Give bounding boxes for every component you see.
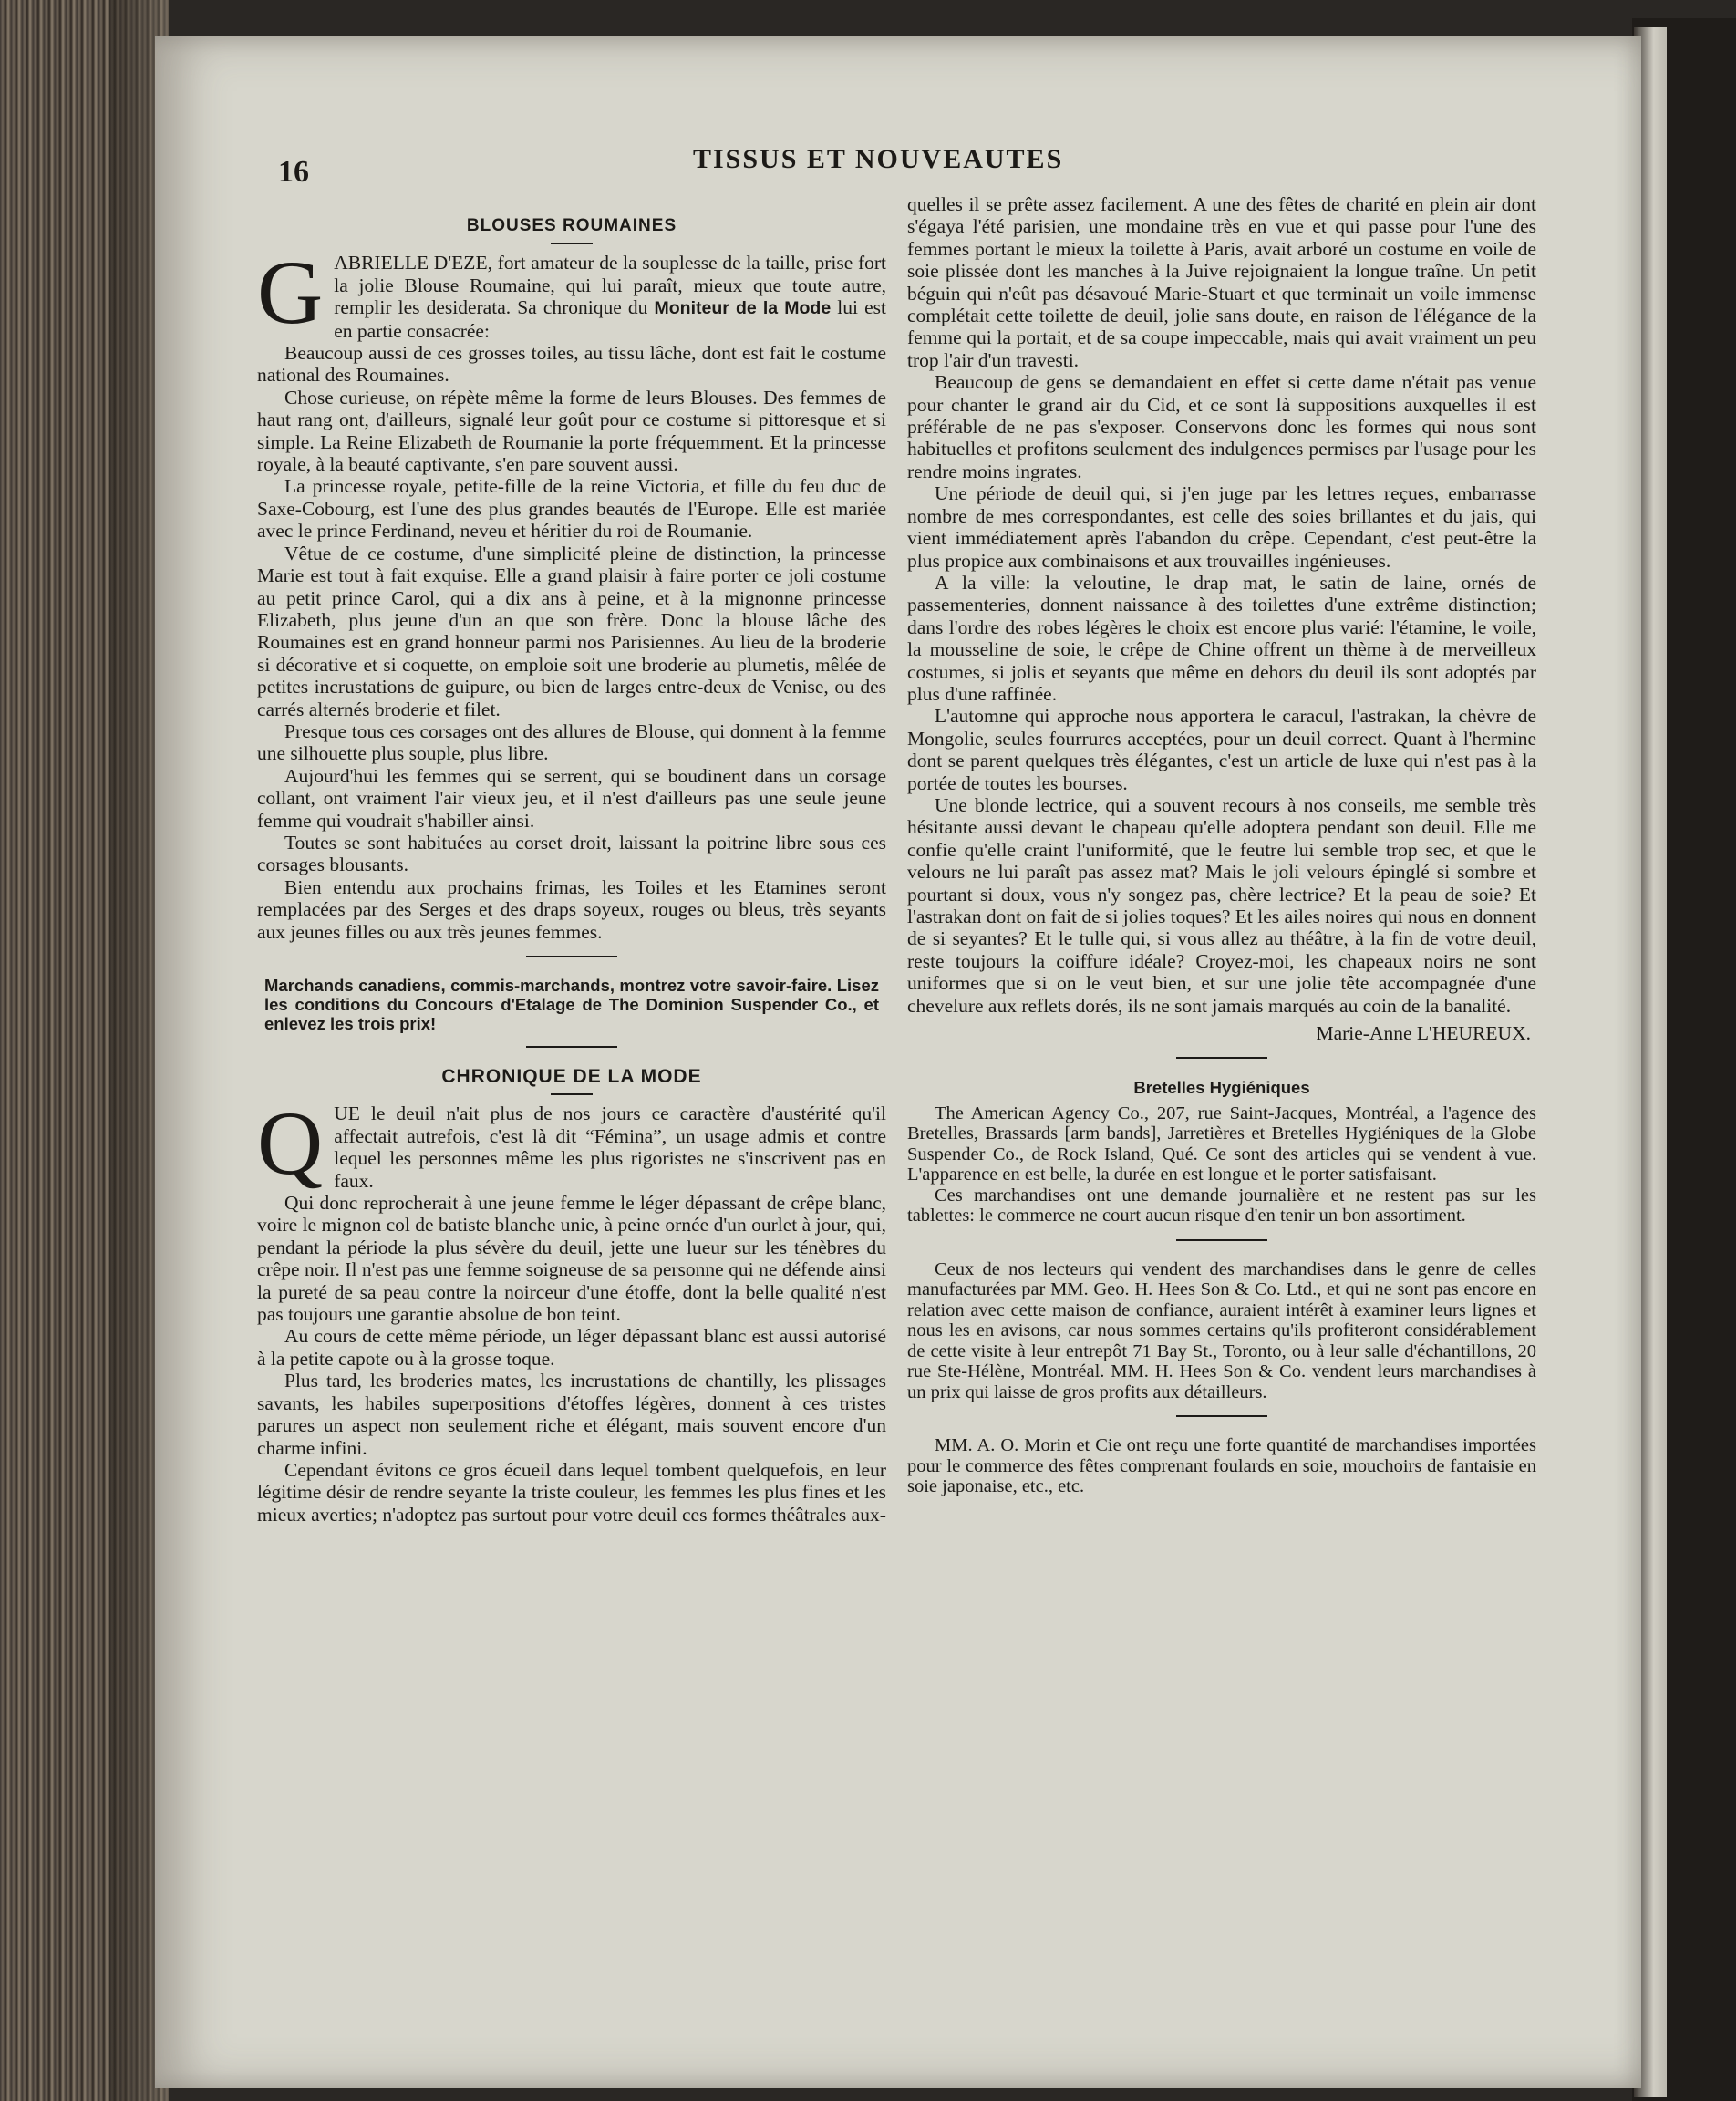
article-paragraph: Chose curieuse, on répète même la forme de leurs Blouses. Des femmes de haut rang ont, d'ailleurs, signalé leur goût pour ce costume si pittoresque et si simple. La Reine Elizabeth de Roumanie la porte fréquemment. Et la princesse royale, à la beauté captivante, s'en pare souvent aussi. [257, 386, 886, 476]
article-paragraph: La princesse royale, petite-fille de la reine Victoria, et fille du feu duc de Saxe-Cobourg, est l'une des plus grandes beautés de l'Europe. Elle est mariée avec le prince Ferdinand, neveu et héritier du roi de Roumanie. [257, 475, 886, 543]
right-column [907, 193, 1536, 1497]
article-paragraph: A la ville: la veloutine, le drap mat, le satin de laine, ornés de passementeries, donnent naissance à des toilettes d'une extrême distinction; dans l'ordre des robes légères le choix est encore plus varié: l'étamine, le voile, la mousseline de soie, le crêpe de Chine offrent un thème à de merveilleux costumes, si jolis et seyants que même en dehors du deuil ils sont adoptés par plus d'une raffinée. [907, 571, 1536, 705]
article-title-bretelles: Bretelles Hygiéniques [1133, 1078, 1310, 1098]
book-spine-edge [0, 0, 169, 2101]
article-paragraph: Bien entendu aux prochains frimas, les Toiles et les Etamines seront remplacées par des Serges et des draps soyeux, rouges ou bleus, très seyants aux jeunes filles ou aux très jeunes femmes. [257, 875, 886, 943]
running-title: TISSUS ET NOUVEAUTES [693, 144, 1064, 174]
article-paragraph: Beaucoup de gens se demandaient en effet si cette dame n'était pas venue pour chanter le grand air du Cid, et ce sont là suppositions auxquelles il est préférable de ne pas s'exposer. Conservons donc les formes qui nous sont habituelles et profitons seulement des indulgences permises par l'usage pour les rendre moins ingrates. [907, 371, 1536, 482]
article-paragraph: Cependant évitons ce gros écueil dans lequel tombent quelquefois, en leur légitime désir de rendre seyante la triste couleur, les femmes les plus fines et les mieux averties; n'adoptez pas surtout pour votre deuil ces formes théâtrales aux- [257, 1458, 886, 1526]
drop-cap: Q [257, 1092, 324, 1195]
section-rule [1176, 1239, 1267, 1241]
page-number: 16 [278, 155, 309, 189]
article-paragraph: Au cours de cette même période, un léger dépassant blanc est aussi autorisé à la petite capote ou à la grosse toque. [257, 1325, 886, 1370]
article-paragraph: Presque tous ces corsages ont des allures de Blouse, qui donnent à la femme une silhouette plus souple, plus libre. [257, 719, 886, 765]
article-paragraph: L'automne qui approche nous apportera le caracul, l'astrakan, la chèvre de Mongolie, seules fourrures acceptées, pour un deuil correct. Quant à l'hermine dont se parent quelques très élégantes, c'est un article de luxe qui n'est pas à la portée de toutes les bourses. [907, 705, 1536, 794]
left-column [257, 208, 886, 1526]
hees-notice: Ceux de nos lecteurs qui vendent des marchandises dans le genre de celles manufacturées par MM. Geo. H. Hees Son & Co. Ltd., et qui ne sont pas encore en relation avec cette maison de confiance, auraient intérêt à examiner leurs lignes et nous les en avisons, car nous sommes certains qu'ils profiteront considérablement de cette visite à leur entrepôt 71 Bay St., Toronto, ou à leur salle d'échantillons, 20 rue Ste-Hélène, Montréal. MM. H. Hees Son & Co. vendent leurs marchandises à un prix qui laisse de gros profits aux détailleurs. [907, 1258, 1536, 1402]
title-dash [551, 1093, 593, 1095]
article-paragraph: Ces marchandises ont une demande journalière et ne restent pas sur les tablettes: le commerce ne court aucun risque d'en tenir un bon assortiment. [907, 1185, 1536, 1226]
article-paragraph: QUE le deuil n'ait plus de nos jours ce caractère d'austérité qu'il affectait autrefois, c'est là dit “Fémina”, un usage admis et contre lequel les personnes même les plus rigoristes ne s'inscrivent pas en faux. [257, 1092, 886, 1195]
article-paragraph: Toutes se sont habituées au corset droit, laissant la poitrine libre sous ces corsages blousants. [257, 831, 886, 876]
drop-cap: G [257, 242, 324, 344]
contest-notice: Marchands canadiens, commis-marchands, montrez votre savoir-faire. Lisez les conditions du Concours d'Etalage de The Dominion Suspender Co., et enlevez les trois prix! [264, 976, 879, 1033]
morin-notice: MM. A. O. Morin et Cie ont reçu une forte quantité de marchandises importées pour le commerce des fêtes comprenant foulards en soie, mouchoirs de fantaisie en soie japonaise, etc., etc. [907, 1435, 1536, 1497]
article-paragraph: GABRIELLE D'EZE, fort amateur de la souplesse de la taille, prise fort la jolie Blouse Roumaine, qui lui paraît, mieux que toute autre, remplir les desiderata. Sa chronique du Moniteur de la Mode lui est en partie consacrée: [257, 242, 886, 344]
article-paragraph: Beaucoup aussi de ces grosses toiles, au tissu lâche, dont est fait le costume national des Roumaines. [257, 342, 886, 387]
title-dash [551, 243, 593, 244]
article-title-chronique: CHRONIQUE DE LA MODE [441, 1066, 702, 1087]
section-rule [526, 1046, 617, 1048]
article-paragraph: Aujourd'hui les femmes qui se serrent, qui se boudinent dans un corsage collant, ont vraiment l'air vieux jeu, et il n'est d'ailleurs pas une seule jeune femme qui voudrait s'habiller ainsi. [257, 764, 886, 832]
article-paragraph: Une blonde lectrice, qui a souvent recours à nos conseils, me semble très hésitante aussi devant le chapeau qu'elle adoptera pendant son deuil. Elle me confie qu'elle craint l'uniformité, que le feutre lui semble trop sec, et que le velours ne lui paraît pas assez mat? Mais le joli velours épinglé si sombre et pourtant si doux, vous n'y songez pas, chère lectrice? Et la peau de soie? Et l'astrakan dont on fait de si jolies toques? Et les ailes noires qui nous en donnent de si seyantes? Et le tulle qui, si vous allez au théâtre, à la fin de votre deuil, reste toujours la coiffure idéale? Croyez-moi, les chapeaux noirs ne sont uniformes que si on le veut bien, et sur une jolie tête accompagnée d'une chevelure aux reflets dorés, ils ne sont jamais marqués au coin de la banalité. [907, 793, 1536, 1017]
article-paragraph: quelles il se prête assez facilement. A une des fêtes de charité en plein air dont s'égaya l'été parisien, une mondaine très en vue et qui passe pour l'une des femmes portant le mieux la toilette à Paris, avait arboré un costume en voile de soie plissée dont les manches à la Juive rejoignaient la longue traîne. Un petit béguin qui n'eût pas désavoué Marie-Stuart et que terminait un voile immense complétait cette toilette de deuil, jolie sans doute, en raison de l'élégance de la femme qui la portait, et de sa coupe impeccable, mais qui avait vraiment un peu trop l'air d'un travesti. [907, 193, 1536, 371]
author-signature: Marie-Anne L'HEUREUX. [1316, 1022, 1531, 1045]
article-paragraph: Qui donc reprocherait à une jeune femme le léger dépassant de crêpe blanc, voire le mignon col de batiste blanche unie, à peine ornée d'un ourlet à jour, qui, pendant la période la plus sévère du deuil, jette une lueur sur les ténèbres du crêpe noir. Il n'est pas une femme soigneuse de sa personne qui ne défende ainsi la pureté de sa peau contre la noirceur d'une étoffe, dont la belle qualité n'est pas toujours une garantie absolue de bon teint. [257, 1192, 886, 1326]
article-title-blouses: BLOUSES ROUMAINES [466, 216, 677, 235]
article-paragraph: Une période de deuil qui, si j'en juge par les lettres reçues, embarrasse nombre de mes correspondantes, est celle des soies brillantes et du jais, qui vient immédiatement après l'abandon du crêpe. Cependant, c'est peut-être la plus propice aux combinaisons et aux trouvailles ingénieuses. [907, 482, 1536, 572]
article-paragraph: The American Agency Co., 207, rue Saint-Jacques, Montréal, a l'agence des Bretelles, Brassards [arm bands], Jarretières et Bretelles Hygiéniques de la Globe Suspender Co., de Rock Island, Qué. Ce sont des articles qui se vendent à vue. L'apparence en est belle, la durée en est longue et le porter satisfaisant. [907, 1102, 1536, 1185]
article-paragraph: Vêtue de ce costume, d'une simplicité pleine de distinction, la princesse Marie est tout à fait exquise. Elle a grand plaisir à faire porter ce joli costume au petit prince Carol, qui a dix ans à peine, et à la mignonne princesse Elizabeth, plus jeune d'un an que son frère. Donc la blouse lâche des Roumaines est en grand honneur parmi nos Parisiennes. Au lieu de la broderie si décorative et si coquette, on emploie soit une broderie au plumetis, mêlée de petites incrustations de guipure, ou bien de larges entre-deux de Venise, ou des carrés alternés broderie et filet. [257, 542, 886, 720]
section-rule [526, 956, 617, 957]
section-rule [1176, 1415, 1267, 1417]
section-rule [1176, 1057, 1267, 1059]
article-paragraph: Plus tard, les broderies mates, les incrustations de chantilly, les plissages savants, les habiles superpositions d'étoffes légères, donnent à ces tristes parures un aspect non seulement riche et élégant, mais souvent encore d'un charme infini. [257, 1370, 886, 1459]
